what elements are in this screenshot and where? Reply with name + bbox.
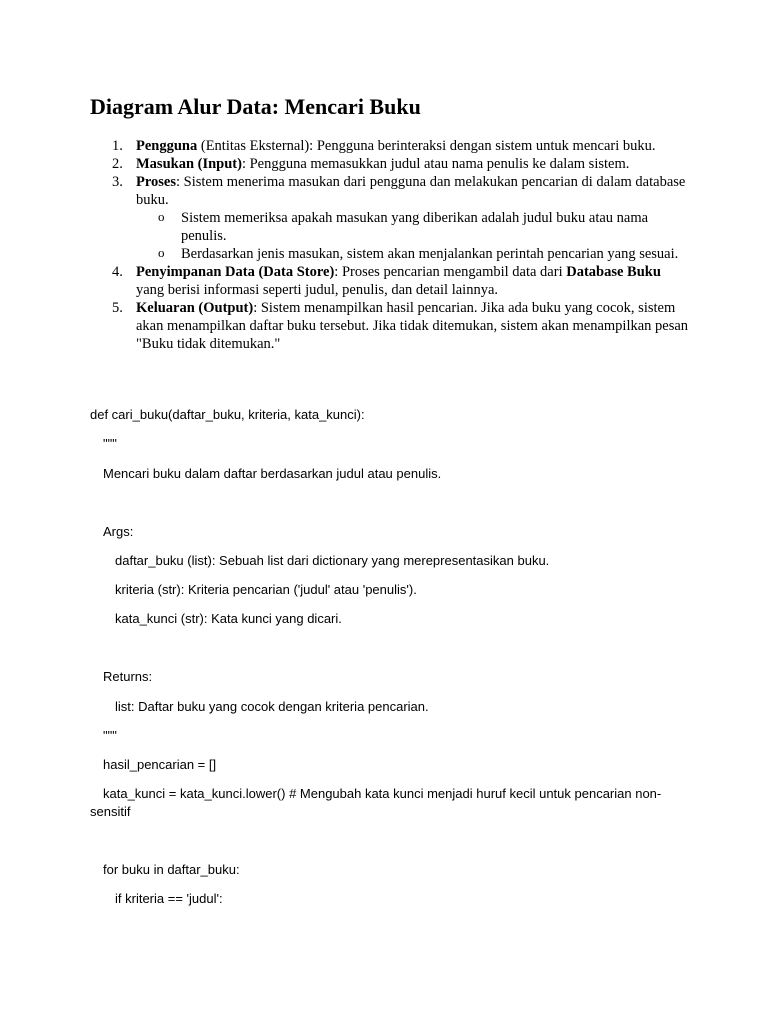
outline-number: 5. [112, 300, 123, 316]
subitem-text: Sistem memeriksa apakah masukan yang diberikan adalah judul buku atau nama penulis. [181, 210, 649, 244]
document-title: Diagram Alur Data: Mencari Buku [90, 94, 421, 119]
code-returns-label: Returns: [103, 669, 153, 684]
code-args-label: Args: [103, 524, 134, 539]
code-docstring-open: """ [103, 436, 117, 451]
outline-description: : Proses pencarian mengambil data dari [334, 264, 567, 280]
outline-term: Pengguna [136, 138, 198, 154]
code-lower-line: kata_kunci = kata_kunci.lower() # Mengubah kata kunci menjadi huruf kecil untuk pencarian non-sensitif [90, 786, 662, 819]
outline-description: : Sistem menerima masukan dari pengguna dan melakukan pencarian di dalam database buku. [136, 174, 686, 208]
outline-number: 2. [112, 156, 123, 172]
outline-term: Proses [136, 174, 177, 190]
outline-description: : Sistem menampilkan hasil pencarian. Jika ada buku yang cocok, sistem akan menampilkan daftar buku tersebut. Jika tidak ditemukan, sistem akan menampilkan pesan "Buku tidak ditemukan." [136, 300, 689, 352]
outline-description: (Entitas Eksternal): Pengguna berinteraksi dengan sistem untuk mencari buku. [197, 138, 656, 154]
code-if-line: if kriteria == 'judul': [115, 891, 223, 906]
outline-subitem-2 [90, 245, 690, 263]
outline-subitem-1 [90, 209, 690, 245]
circle-bullet-icon: o [158, 245, 165, 260]
outline-description: : Pengguna memasukkan judul atau nama penulis ke dalam sistem. [241, 156, 630, 172]
outline-term-database: Database Buku [566, 264, 661, 280]
numbered-outline [90, 137, 690, 353]
subitem-text: Berdasarkan jenis masukan, sistem akan menjalankan perintah pencarian yang sesuai. [181, 246, 679, 262]
outline-term: Masukan (Input) [136, 156, 242, 172]
outline-item-5 [90, 299, 690, 353]
code-def-line: def cari_buku(daftar_buku, kriteria, kata_kunci): [90, 407, 365, 422]
code-arg-kata-kunci: kata_kunci (str): Kata kunci yang dicari. [115, 611, 342, 626]
outline-item-1 [90, 137, 690, 155]
code-doc-summary: Mencari buku dalam daftar berdasarkan judul atau penulis. [103, 466, 442, 481]
outline-item-3 [90, 173, 690, 209]
outline-description-end: yang berisi informasi seperti judul, penulis, dan detail lainnya. [136, 282, 499, 298]
code-returns-desc: list: Daftar buku yang cocok dengan kriteria pencarian. [115, 699, 429, 714]
outline-item-2 [90, 155, 690, 173]
circle-bullet-icon: o [158, 209, 165, 224]
outline-term: Keluaran (Output) [136, 300, 254, 316]
code-init-line: hasil_pencarian = [] [103, 757, 217, 772]
outline-number: 1. [112, 138, 123, 154]
outline-number: 3. [112, 174, 123, 190]
outline-number: 4. [112, 264, 123, 280]
outline-term: Penyimpanan Data (Data Store) [136, 264, 335, 280]
outline-item-4 [90, 263, 690, 299]
code-docstring-close: """ [103, 728, 117, 743]
code-for-line: for buku in daftar_buku: [103, 862, 240, 877]
code-arg-kriteria: kriteria (str): Kriteria pencarian ('judul' atau 'penulis'). [115, 582, 417, 597]
code-arg-daftar-buku: daftar_buku (list): Sebuah list dari dictionary yang merepresentasikan buku. [115, 553, 550, 568]
